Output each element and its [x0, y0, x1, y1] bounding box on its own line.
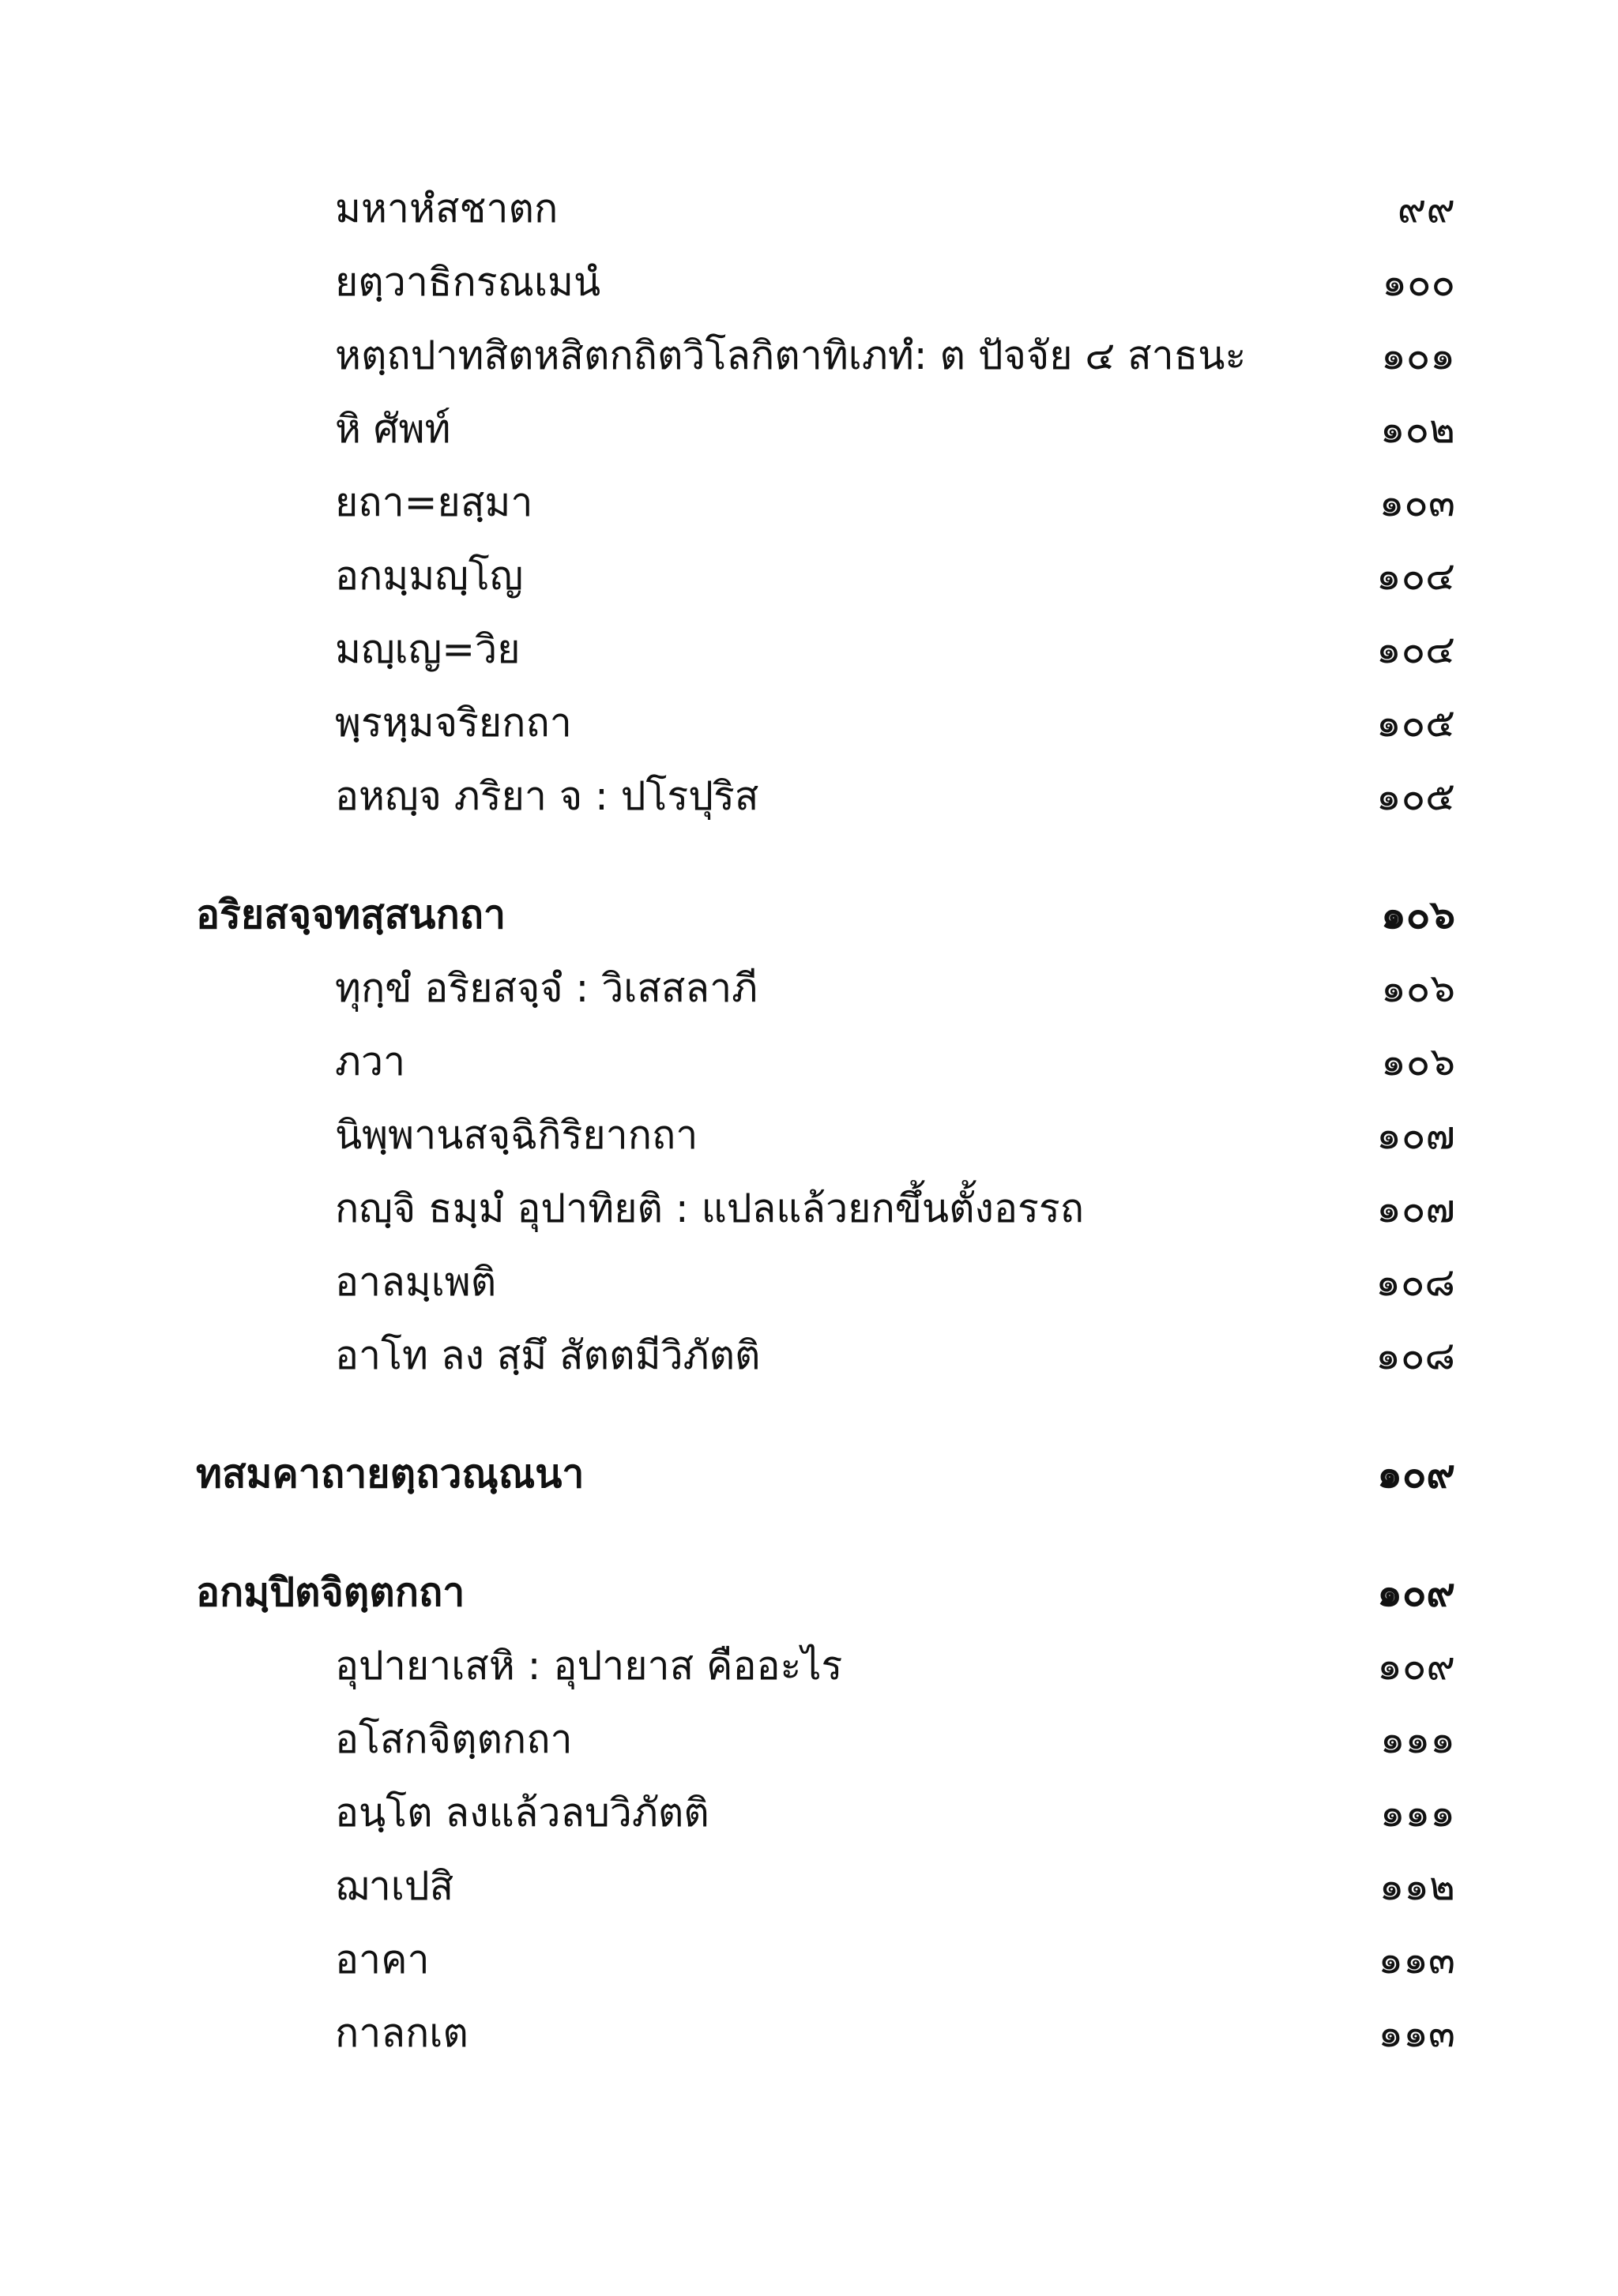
- toc-page-number: ๑๐๘: [1375, 1259, 1455, 1305]
- toc-page-number: ๑๐๔: [1375, 553, 1455, 599]
- toc-entry-title: กญฺจิ ธมฺมํ อุปาทิยติ : แปลแล้วยกขึ้นตั้งอรรถ: [335, 1186, 1084, 1231]
- toc-page-number: ๑๐๗: [1376, 1112, 1455, 1158]
- toc-page-number: ๑๐๙: [1377, 1643, 1455, 1689]
- toc-entry: [196, 760, 1455, 833]
- toc-page-number: ๑๑๑: [1379, 1790, 1455, 1836]
- toc-entry: [196, 1172, 1455, 1246]
- toc-entry-title: นิพฺพานสจฺฉิกิริยากถา: [335, 1112, 698, 1158]
- toc-entry-title: อาโท ลง สฺมึ สัตตมีวิภัตติ: [335, 1332, 761, 1378]
- toc-page-number: ๑๐๙: [1377, 1569, 1455, 1615]
- toc-entry-title: อโสกจิตฺตกถา: [335, 1716, 573, 1762]
- toc-entry: [196, 1319, 1455, 1392]
- toc-entry-title: มญฺเญ=วิย: [335, 626, 521, 672]
- toc-entry-title: ภวา: [335, 1039, 406, 1084]
- toc-section-heading: [196, 1556, 1455, 1629]
- toc-entry: [196, 1703, 1455, 1776]
- toc-entry-title: ทุกฺขํ อริยสจฺจํ : วิเสสลาภี: [335, 965, 758, 1011]
- toc-page-number: ๑๑๓: [1378, 2010, 1455, 2056]
- toc-page-number: ๑๐๖: [1381, 892, 1455, 938]
- toc-entry: [196, 393, 1455, 466]
- toc-entry-title: หิ ศัพท์: [335, 406, 451, 452]
- toc-entry: [196, 952, 1455, 1025]
- toc-page-number: ๑๐๗: [1376, 1186, 1455, 1231]
- toc-page-number: ๑๑๒: [1379, 1863, 1455, 1909]
- table-of-contents: [196, 172, 1455, 2070]
- toc-entry-title: อหญฺจ ภริยา จ : ปโรปุริส: [335, 773, 759, 819]
- toc-entry-title: อาลมฺเพติ: [335, 1259, 497, 1305]
- toc-entry-title: อริยสจฺจทสฺสนกถา: [196, 892, 506, 938]
- toc-entry-title: หตฺถปาทสิตหสิตกถิตวิโลกิตาทิเภทํ: ต ปัจจัย ๔ สาธนะ: [335, 333, 1247, 378]
- toc-section-heading: [196, 878, 1455, 952]
- toc-entry-title: อุปายาเสหิ : อุปายาส คืออะไร: [335, 1643, 843, 1689]
- toc-entry-title: อกมฺปิตจิตฺตกถา: [196, 1569, 465, 1615]
- toc-page-number: ๑๐๒: [1379, 406, 1455, 452]
- toc-entry: [196, 246, 1455, 319]
- toc-entry: [196, 1923, 1455, 1997]
- toc-entry-title: ยตฺวาธิกรณเมนํ: [335, 259, 601, 305]
- toc-page-number: ๑๐๓: [1379, 479, 1455, 525]
- toc-entry: [196, 466, 1455, 539]
- toc-entry: [196, 613, 1455, 686]
- toc-page-number: ๑๐๖: [1381, 1039, 1455, 1084]
- toc-entry-title: ฌาเปสิ: [335, 1863, 454, 1909]
- toc-entry: [196, 686, 1455, 760]
- toc-entry: [196, 1850, 1455, 1923]
- toc-entry: [196, 1629, 1455, 1703]
- toc-page-number: ๑๐๑: [1381, 333, 1455, 378]
- toc-page-number: ๑๐๙: [1377, 1451, 1455, 1497]
- toc-entry: [196, 1776, 1455, 1850]
- toc-entry: [196, 319, 1455, 393]
- toc-page-number: ๑๐๖: [1381, 965, 1455, 1011]
- toc-entry-title: ทสมคาถายตฺถวณฺณนา: [196, 1451, 585, 1497]
- toc-entry: [196, 172, 1455, 246]
- toc-entry: [196, 1997, 1455, 2070]
- toc-page-number: ๑๐๕: [1375, 700, 1455, 746]
- toc-page-number: ๙๙: [1397, 186, 1455, 231]
- toc-entry-title: กาลกเต: [335, 2010, 468, 2056]
- toc-entry-title: ยถา=ยสฺมา: [335, 479, 533, 525]
- toc-entry-title: มหาหํสชาตก: [335, 186, 559, 231]
- toc-entry: [196, 1099, 1455, 1172]
- toc-entry-title: อกมฺมญฺโญ: [335, 553, 524, 599]
- toc-entry-title: อนฺโต ลงแล้วลบวิภัตติ: [335, 1790, 709, 1836]
- toc-entry: [196, 1025, 1455, 1099]
- toc-page-number: ๑๐๕: [1375, 773, 1455, 819]
- toc-page-number: ๑๑๑: [1379, 1716, 1455, 1762]
- toc-page-number: ๑๐๔: [1375, 626, 1455, 672]
- toc-section-heading: [196, 1437, 1455, 1511]
- toc-page-number: ๑๐๐: [1382, 259, 1455, 305]
- toc-entry-title: พฺรหฺมจริยกถา: [335, 700, 572, 746]
- toc-entry: [196, 539, 1455, 613]
- toc-entry: [196, 1246, 1455, 1319]
- toc-page-number: ๑๑๓: [1378, 1937, 1455, 1982]
- toc-entry-title: อาคา: [335, 1937, 430, 1982]
- toc-page-number: ๑๐๘: [1375, 1332, 1455, 1378]
